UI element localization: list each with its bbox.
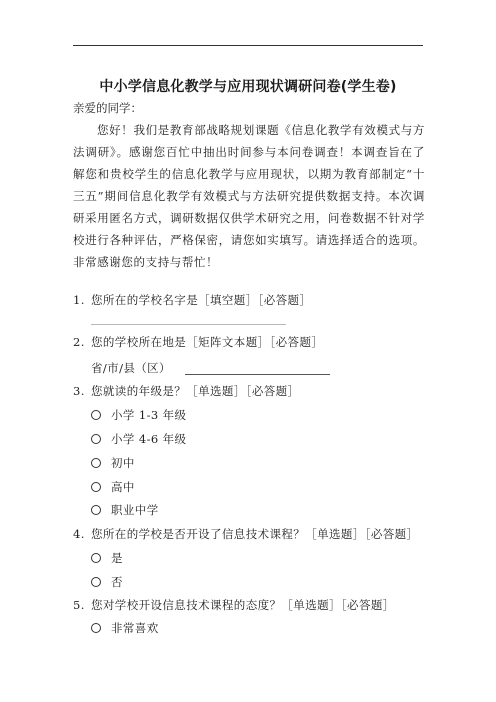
question-number: 4. <box>73 527 85 541</box>
question-5 <box>73 597 395 613</box>
radio-icon[interactable] <box>91 623 101 633</box>
question-text: 您所在的学校名字是［填空题］［必答题］ <box>91 293 312 307</box>
question-text: 您就读的年级是？［单选题］［必答题］ <box>91 384 300 398</box>
question-number: 2. <box>73 335 85 349</box>
question-4 <box>73 526 418 542</box>
radio-icon[interactable] <box>91 577 101 587</box>
header-rule <box>73 45 423 46</box>
matrix-label: 省/市/县（区） <box>91 361 171 375</box>
question-number: 3. <box>73 384 85 398</box>
radio-icon[interactable] <box>91 505 101 515</box>
greeting: 亲爱的同学： <box>73 101 142 115</box>
option-label: 小学 1-3 年级 <box>111 408 187 422</box>
question-number: 5. <box>73 598 85 612</box>
option-like-very-much[interactable] <box>91 620 159 636</box>
option-vocational[interactable] <box>91 502 159 518</box>
option-yes[interactable] <box>91 550 123 566</box>
question-3 <box>73 383 299 399</box>
radio-icon[interactable] <box>91 553 101 563</box>
option-senior-high[interactable] <box>91 479 135 495</box>
radio-icon[interactable] <box>91 482 101 492</box>
location-field[interactable] <box>185 374 330 375</box>
question-text: 您对学校开设信息技术课程的态度？［单选题］［必答题］ <box>91 598 395 612</box>
document-title: 中小学信息化教学与应用现状调研问卷(学生卷) <box>99 79 397 95</box>
question-text: 您的学校所在地是［矩阵文本题］［必答题］ <box>91 335 324 349</box>
question-1 <box>73 292 311 308</box>
intro-paragraph: 您好！我们是教育部战略规划课题《信息化教学有效模式与方法调研》。感谢您百忙中抽出时间参与本问卷调查！本调查旨在了解您和贵校学生的信息化教学与应用现状，以期为教育部制定“十三五”期间信息化教学有效模式与方法研究提供数据支持。本次调研采用匿名方式，调研数据仅供学术研究之用，问卷数据不针对学校进行各种评估，严格保密，请您如实填写。请选择适合的选项。非常感谢您的支持与帮忙！ <box>73 123 425 269</box>
radio-icon[interactable] <box>91 434 101 444</box>
question-number: 1. <box>73 293 85 307</box>
option-grade-1-3[interactable] <box>91 407 186 423</box>
option-junior-high[interactable] <box>91 455 135 471</box>
question-2 <box>73 334 323 350</box>
option-label: 小学 4-6 年级 <box>111 432 187 446</box>
radio-icon[interactable] <box>91 410 101 420</box>
option-no[interactable] <box>91 574 123 590</box>
question-text: 您所在的学校是否开设了信息技术课程？［单选题］［必答题］ <box>91 527 419 541</box>
option-label: 职业中学 <box>111 503 159 517</box>
option-label: 初中 <box>111 456 135 470</box>
location-matrix-row <box>91 360 330 376</box>
option-label: 非常喜欢 <box>111 621 159 635</box>
radio-icon[interactable] <box>91 458 101 468</box>
option-label: 高中 <box>111 480 135 494</box>
option-grade-4-6[interactable] <box>91 431 186 447</box>
school-name-field[interactable] <box>91 324 286 325</box>
option-label: 否 <box>111 575 123 589</box>
option-label: 是 <box>111 551 123 565</box>
